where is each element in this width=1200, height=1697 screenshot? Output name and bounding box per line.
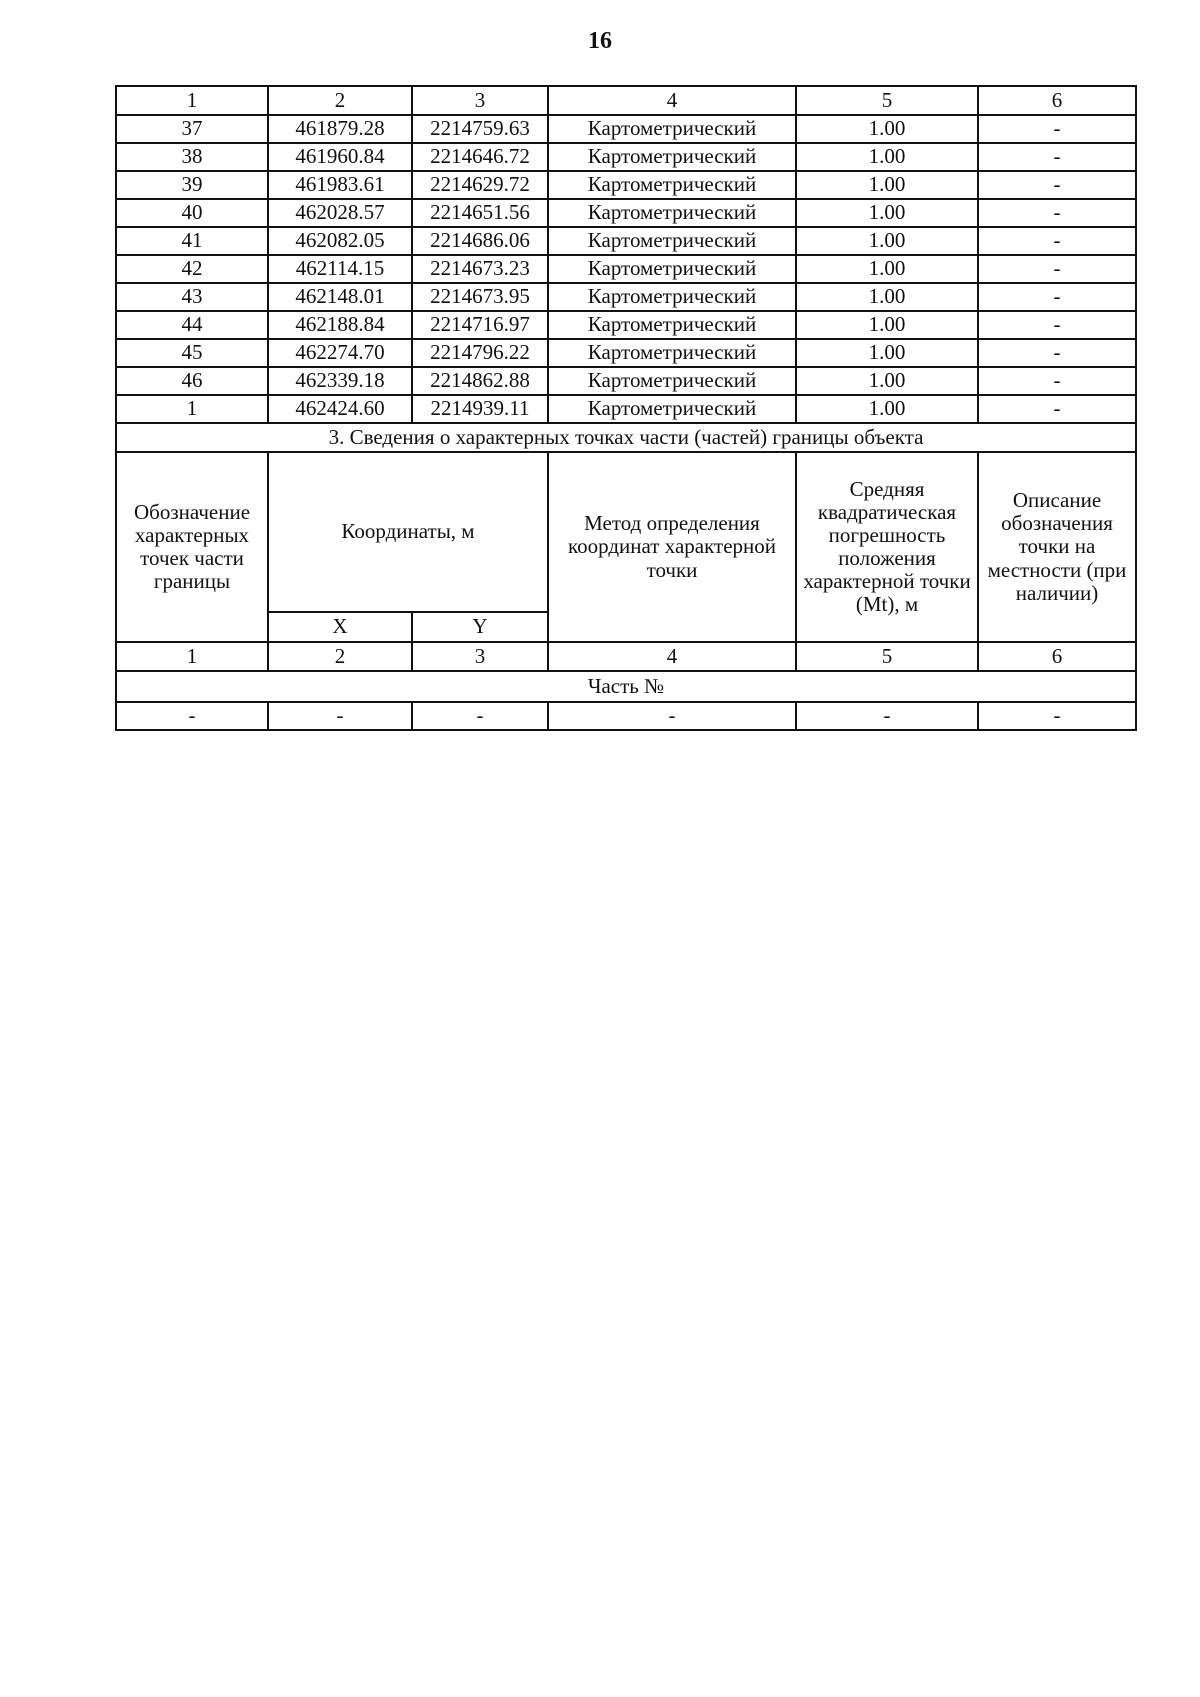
description-cell: - [978, 171, 1136, 199]
point-number-cell: 38 [116, 143, 268, 171]
error-cell: 1.00 [796, 367, 978, 395]
method-cell: Картометрический [548, 395, 796, 423]
y-coordinate-cell: 2214673.95 [412, 283, 548, 311]
table-row [116, 339, 1136, 367]
x-coordinate-cell: 462188.84 [268, 311, 412, 339]
method-cell: Картометрический [548, 115, 796, 143]
header-method: Метод определения координат характерной точки [548, 452, 796, 642]
table-row [116, 311, 1136, 339]
table-row [116, 143, 1136, 171]
x-coordinate-cell: 461879.28 [268, 115, 412, 143]
column-number-cell: 3 [412, 86, 548, 115]
point-number-cell: 43 [116, 283, 268, 311]
table-row [116, 395, 1136, 423]
error-cell: 1.00 [796, 227, 978, 255]
method-cell: Картометрический [548, 311, 796, 339]
empty-cell: - [116, 702, 268, 730]
column-number-cell: 2 [268, 86, 412, 115]
description-cell: - [978, 115, 1136, 143]
point-number-cell: 44 [116, 311, 268, 339]
empty-data-row [116, 702, 1136, 730]
description-cell: - [978, 395, 1136, 423]
point-number-cell: 46 [116, 367, 268, 395]
x-coordinate-cell: 461960.84 [268, 143, 412, 171]
error-cell: 1.00 [796, 339, 978, 367]
section-title-row [116, 423, 1136, 452]
column-number-cell: 4 [548, 86, 796, 115]
column-number-cell: 1 [116, 86, 268, 115]
table-row [116, 171, 1136, 199]
table-row [116, 115, 1136, 143]
description-cell: - [978, 283, 1136, 311]
x-coordinate-cell: 461983.61 [268, 171, 412, 199]
point-number-cell: 1 [116, 395, 268, 423]
section3-body [116, 423, 1136, 730]
point-number-cell: 37 [116, 115, 268, 143]
error-cell: 1.00 [796, 311, 978, 339]
column-number-cell: 6 [978, 642, 1136, 671]
point-number-cell: 39 [116, 171, 268, 199]
table-row [116, 199, 1136, 227]
table-row [116, 367, 1136, 395]
point-number-cell: 42 [116, 255, 268, 283]
header-description: Описание обозначения точки на местности (при наличии) [978, 452, 1136, 642]
table-row [116, 227, 1136, 255]
y-coordinate-cell: 2214673.23 [412, 255, 548, 283]
header-x: X [268, 612, 412, 642]
section-column-number-row [116, 642, 1136, 671]
page-number: 16 [588, 28, 612, 54]
x-coordinate-cell: 462274.70 [268, 339, 412, 367]
column-number-cell: 4 [548, 642, 796, 671]
column-number-cell: 2 [268, 642, 412, 671]
description-cell: - [978, 311, 1136, 339]
y-coordinate-cell: 2214686.06 [412, 227, 548, 255]
method-cell: Картометрический [548, 199, 796, 227]
error-cell: 1.00 [796, 395, 978, 423]
column-number-cell: 3 [412, 642, 548, 671]
table-row [116, 283, 1136, 311]
method-cell: Картометрический [548, 367, 796, 395]
x-coordinate-cell: 462082.05 [268, 227, 412, 255]
x-coordinate-cell: 462028.57 [268, 199, 412, 227]
empty-cell: - [268, 702, 412, 730]
description-cell: - [978, 199, 1136, 227]
error-cell: 1.00 [796, 283, 978, 311]
table-row [116, 255, 1136, 283]
error-cell: 1.00 [796, 171, 978, 199]
description-cell: - [978, 367, 1136, 395]
column-number-cell: 6 [978, 86, 1136, 115]
header-y: Y [412, 612, 548, 642]
point-number-cell: 45 [116, 339, 268, 367]
y-coordinate-cell: 2214939.11 [412, 395, 548, 423]
empty-cell: - [412, 702, 548, 730]
empty-cell: - [978, 702, 1136, 730]
description-cell: - [978, 227, 1136, 255]
method-cell: Картометрический [548, 227, 796, 255]
coordinates-table [115, 85, 1137, 731]
method-cell: Картометрический [548, 171, 796, 199]
column-number-cell: 1 [116, 642, 268, 671]
empty-cell: - [796, 702, 978, 730]
column-number-row [116, 86, 1136, 115]
column-number-cell: 5 [796, 642, 978, 671]
error-cell: 1.00 [796, 115, 978, 143]
part-row [116, 671, 1136, 702]
column-number-cell: 5 [796, 86, 978, 115]
description-cell: - [978, 339, 1136, 367]
method-cell: Картометрический [548, 283, 796, 311]
y-coordinate-cell: 2214651.56 [412, 199, 548, 227]
x-coordinate-cell: 462339.18 [268, 367, 412, 395]
part-label: Часть № [116, 671, 1136, 702]
x-coordinate-cell: 462148.01 [268, 283, 412, 311]
y-coordinate-cell: 2214716.97 [412, 311, 548, 339]
top-table-body [116, 86, 1136, 423]
point-number-cell: 40 [116, 199, 268, 227]
error-cell: 1.00 [796, 199, 978, 227]
section-header-row [116, 452, 1136, 612]
x-coordinate-cell: 462424.60 [268, 395, 412, 423]
empty-cell: - [548, 702, 796, 730]
method-cell: Картометрический [548, 255, 796, 283]
section-title: 3. Сведения о характерных точках части (частей) границы объекта [116, 423, 1136, 452]
y-coordinate-cell: 2214862.88 [412, 367, 548, 395]
error-cell: 1.00 [796, 255, 978, 283]
y-coordinate-cell: 2214629.72 [412, 171, 548, 199]
point-number-cell: 41 [116, 227, 268, 255]
description-cell: - [978, 143, 1136, 171]
y-coordinate-cell: 2214796.22 [412, 339, 548, 367]
method-cell: Картометрический [548, 339, 796, 367]
header-point-designation: Обозначение характерных точек части границы [116, 452, 268, 642]
error-cell: 1.00 [796, 143, 978, 171]
y-coordinate-cell: 2214646.72 [412, 143, 548, 171]
header-error: Средняя квадратическая погрешность положения характерной точки (Mt), м [796, 452, 978, 642]
method-cell: Картометрический [548, 143, 796, 171]
description-cell: - [978, 255, 1136, 283]
y-coordinate-cell: 2214759.63 [412, 115, 548, 143]
header-coordinates: Координаты, м [268, 452, 548, 612]
x-coordinate-cell: 462114.15 [268, 255, 412, 283]
